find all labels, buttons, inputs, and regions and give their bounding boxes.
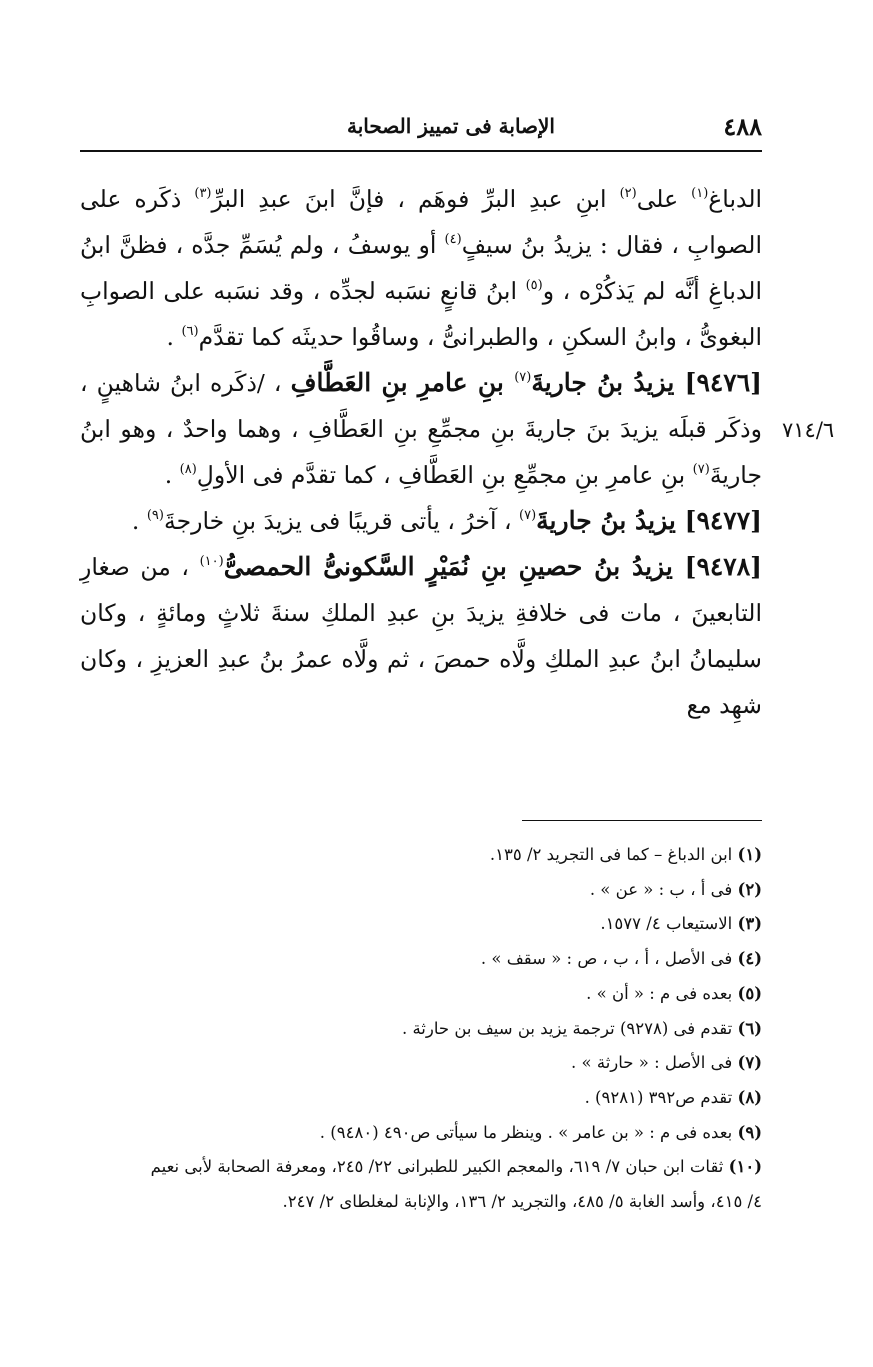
footnote-item: [80, 942, 762, 977]
footnote-number: (٦): [737, 1018, 762, 1038]
footnote-ref[interactable]: (٧): [692, 462, 710, 477]
book-title: الإصابة فى تمييز الصحابة: [347, 114, 555, 138]
text-run: على: [636, 185, 692, 213]
footnote-ref[interactable]: (١): [691, 186, 709, 201]
text-run: .: [131, 507, 147, 535]
footnote-item: [80, 873, 762, 908]
entry-name-cont: بنِ عامرِ بنِ العَطَّافِ: [290, 368, 515, 397]
footnote-text: ابن الدباغ – كما فى التجريد ٢/ ١٣٥.: [489, 845, 738, 864]
entry-name: يزيدُ بنُ حصينِ بنِ نُمَيْرٍ السَّكونىُّ الحمصىُّ: [223, 552, 685, 581]
footnote-ref[interactable]: (٤): [444, 232, 462, 247]
footnote-item: [80, 1116, 762, 1151]
footnote-ref[interactable]: (٧): [519, 508, 537, 523]
footnote-item: [80, 1012, 762, 1047]
footnote-number: (١٠): [728, 1157, 762, 1177]
entry-name: يزيدُ بنُ جاريةَ: [531, 368, 685, 397]
footnotes-list: [80, 838, 762, 1220]
footnote-item: [80, 1081, 762, 1116]
footnote-text: فى أ ، ب : « عن » .: [589, 879, 738, 899]
footnote-text: تقدم ص٣٩٢ (٩٢٨١) .: [584, 1087, 738, 1107]
entry-number: [٩٤٧٨]: [684, 552, 762, 581]
footnote-item: [80, 1150, 762, 1185]
entry-number: [٩٤٧٦]: [684, 368, 762, 397]
footnote-text: تقدم فى (٩٢٧٨) ترجمة يزيد بن سيف بن حارثة .: [401, 1018, 738, 1038]
footnote-number: (٧): [737, 1053, 762, 1073]
footnote-continuation: ٤/ ٤١٥، وأسد الغابة ٥/ ٤٨٥، والتجريد ٢/ ١٣٦، والإنابة لمغلطاى ٢/ ٢٤٧.: [282, 1192, 762, 1212]
running-header: [80, 110, 762, 146]
entry-name: يزيدُ بنُ جاريةَ: [536, 506, 685, 535]
footnote-text: فى الأصل : « حارثة » .: [571, 1053, 738, 1073]
page-number: ٤٨٨: [723, 112, 762, 141]
footnote-text: ثقات ابن حبان ٧/ ٦١٩، والمعجم الكبير للطبرانى ٢٢/ ٢٤٥، ومعرفة الصحابة لأبى نعيم: [150, 1157, 729, 1177]
entry-9477: [80, 498, 762, 544]
text-run: .: [166, 323, 182, 351]
footnote-ref[interactable]: (٣): [194, 186, 212, 201]
footnote-number: (٩): [737, 1122, 762, 1142]
text-run: بنِ عامرِ بنِ مجمِّعِ بنِ العَطَّافِ ، كما تقدَّم فى الأولِ: [196, 461, 693, 489]
footnote-ref[interactable]: (٨): [179, 462, 197, 477]
footnote-text: بعده فى م : « أن » .: [586, 983, 738, 1003]
header-rule: [80, 150, 762, 152]
margin-reference: ٧١٤/٦: [782, 418, 835, 442]
text-run: ذكَره على الصوابِ ، فقال : يزيدُ بنُ سيفٍ: [80, 185, 762, 259]
footnote-number: (١): [737, 845, 762, 864]
footnote-number: (٣): [737, 914, 762, 934]
main-text: [80, 176, 762, 728]
footnote-ref[interactable]: (١٠): [199, 554, 224, 569]
text-run: ابنِ عبدِ البرِّ فوهَم ، فإنَّ ابنَ عبدِ البرِّ: [211, 185, 620, 213]
header-title-wrap: [80, 114, 762, 138]
footnote-number: (٥): [737, 983, 762, 1003]
footnote-number: (٤): [737, 949, 762, 969]
entry-number: [٩٤٧٧]: [684, 506, 762, 535]
text-run: ، من صغارِ التابعينَ ، مات فى خلافةِ يزيدَ بنِ عبدِ الملكِ سنةَ ثلاثٍ ومائةٍ ، وكان سليمانُ ابنُ عبدِ الملكِ ولَّاه حمصَ ، ثم ولَّاه عمرُ بنُ عبدِ العزيزِ ، وكان شهِد مع: [80, 553, 762, 719]
text-run: أو يوسفُ ، ولم يُسَمِّ جدَّه ، فظنَّ ابنُ الدباغِ أنَّه لم يَذكُرْه ، و: [80, 231, 762, 305]
text-run: الدباغ: [708, 185, 763, 213]
entry-9476: [80, 360, 762, 498]
footnote-item: [80, 907, 762, 942]
footnote-ref[interactable]: (٦): [181, 324, 199, 339]
footnote-number: (٢): [737, 879, 762, 899]
entry-9478: [80, 544, 762, 728]
footnote-ref[interactable]: (٥): [525, 278, 543, 293]
paragraph-continuation: [80, 176, 762, 360]
text-run: ، /ذكَره ابنُ شاهينٍ ، وذكَر قبلَه يزيدَ بنَ جاريةَ بنِ مجمِّعِ بنِ العَطَّافِ ، وهما واحدٌ ، وهو ابنُ جاريةَ: [80, 369, 762, 489]
footnote-text: بعده فى م : « بن عامر » . وينظر ما سيأتى ص٤٩٠ (٩٤٨٠) .: [319, 1122, 738, 1142]
footnote-item: [80, 838, 762, 873]
text-run: .: [164, 461, 180, 489]
footnote-text: الاستيعاب ٤/ ١٥٧٧.: [600, 914, 738, 934]
footnote-rule: [522, 820, 762, 821]
footnote-text: فى الأصل ، أ ، ب ، ص : « سقف » .: [480, 949, 738, 969]
text-run: ، آخرُ ، يأتى قريبًا فى يزيدَ بنِ خارجةَ: [163, 507, 520, 535]
footnote-ref[interactable]: (٧): [514, 370, 532, 385]
footnote-ref[interactable]: (٢): [619, 186, 637, 201]
footnote-ref[interactable]: (٩): [146, 508, 164, 523]
footnote-item: [80, 977, 762, 1012]
text-run: ابنُ قانعٍ نسَبه لجدِّه ، وقد نسَبه على الصوابِ البغوىُّ ، وابنُ السكنِ ، والطبرانىُّ ، وساقُوا حديثَه كما تقدَّم: [80, 277, 762, 351]
footnote-number: (٨): [737, 1087, 762, 1107]
footnote-item: [80, 1046, 762, 1081]
